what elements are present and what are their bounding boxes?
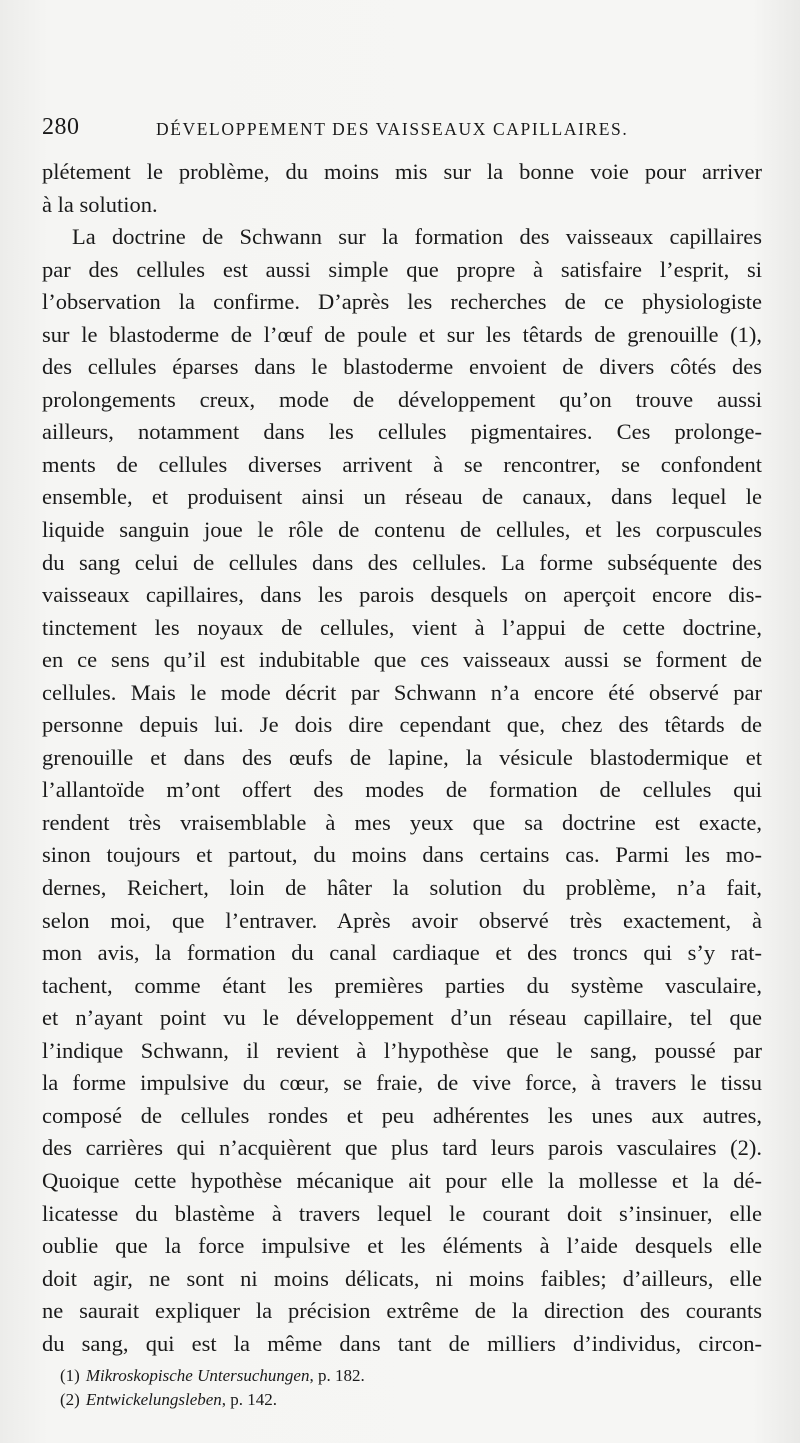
text-line: ments de cellules diverses arrivent à se rencontrer, se confondent <box>42 451 762 477</box>
running-head <box>42 114 762 144</box>
text-line: et n’ayant point vu le développement d’un réseau capillaire, tel que <box>42 1005 762 1031</box>
footnote-ref: (2) <box>60 1390 80 1409</box>
text-line: La doctrine de Schwann sur la formation des vaisseaux capillaires <box>72 224 762 250</box>
text-line: en ce sens qu’il est indubitable que ces vaisseaux aussi se forment de <box>42 647 762 673</box>
text-line: prolongements creux, mode de développement qu’on trouve aussi <box>42 386 762 412</box>
text-line: à la solution. <box>42 191 158 217</box>
text-line: oublie que la force impulsive et les éléments à l’aide desquels elle <box>42 1233 762 1259</box>
text-line: l’allantoïde m’ont offert des modes de formation de cellules qui <box>42 777 762 803</box>
text-line: grenouille et dans des œufs de lapine, la vésicule blastodermique et <box>42 744 762 770</box>
body-text <box>42 156 762 1360</box>
text-line: des carrières qui n’acquièrent que plus tard leurs parois vasculaires (2). <box>42 1135 762 1161</box>
text-line: du sang, qui est la même dans tant de milliers d’individus, circon- <box>42 1330 762 1356</box>
text-line: tinctement les noyaux de cellules, vient à l’appui de cette doctrine, <box>42 614 762 640</box>
footnotes <box>60 1364 760 1412</box>
footnote-page: , p. 182. <box>309 1366 365 1385</box>
running-title: DÉVELOPPEMENT DES VAISSEAUX CAPILLAIRES. <box>156 119 629 139</box>
footnote-page: , p. 142. <box>221 1390 278 1409</box>
text-line: tachent, comme étant les premières parties du système vasculaire, <box>42 972 762 998</box>
text-line: licatesse du blastème à travers lequel le courant doit s’insinuer, elle <box>42 1200 762 1226</box>
page-number: 280 <box>42 114 80 140</box>
text-line: l’indique Schwann, il revient à l’hypothèse que le sang, poussé par <box>42 1037 762 1063</box>
text-line: cellules. Mais le mode décrit par Schwann n’a encore été observé par <box>42 679 762 705</box>
text-line: ailleurs, notamment dans les cellules pigmentaires. Ces prolonge- <box>42 419 762 445</box>
text-line: du sang celui de cellules dans des cellules. La forme subséquente des <box>42 549 762 575</box>
text-line: dernes, Reichert, loin de hâter la solution du problème, n’a fait, <box>42 875 762 901</box>
text-line: des cellules éparses dans le blastoderme envoient de divers côtés des <box>42 354 762 380</box>
text-line: liquide sanguin joue le rôle de contenu de cellules, et les corpuscules <box>42 517 762 543</box>
text-line: sur le blastoderme de l’œuf de poule et sur les têtards de grenouille (1), <box>42 321 762 347</box>
text-line: Quoique cette hypothèse mécanique ait pour elle la mollesse et la dé- <box>42 1167 762 1193</box>
text-line: composé de cellules rondes et peu adhérentes les unes aux autres, <box>42 1102 762 1128</box>
footnote-ref: (1) <box>60 1366 80 1385</box>
text-line: sinon toujours et partout, du moins dans certains cas. Parmi les mo- <box>42 842 762 868</box>
text-line: personne depuis lui. Je dois dire cependant que, chez des têtards de <box>42 712 762 738</box>
footnote-title: Mikroskopische Untersuchungen <box>85 1366 310 1385</box>
text-line: doit agir, ne sont ni moins délicats, ni moins faibles; d’ailleurs, elle <box>42 1265 762 1291</box>
text-line: mon avis, la formation du canal cardiaque et des troncs qui s’y rat- <box>42 940 762 966</box>
text-line: ne saurait expliquer la précision extrême de la direction des courants <box>42 1298 762 1324</box>
text-line: l’observation la confirme. D’après les recherches de ce physiologiste <box>42 289 762 315</box>
text-line: la forme impulsive du cœur, se fraie, de vive force, à travers le tissu <box>42 1070 762 1096</box>
text-line: selon moi, que l’entraver. Après avoir observé très exactement, à <box>42 907 762 933</box>
footnote <box>60 1364 760 1388</box>
text-line: par des cellules est aussi simple que propre à satisfaire l’esprit, si <box>42 256 762 282</box>
footnote-title: Entwickelungsleben <box>85 1390 222 1409</box>
text-line: rendent très vraisemblable à mes yeux que sa doctrine est exacte, <box>42 809 762 835</box>
text-line: vaisseaux capillaires, dans les parois desquels on aperçoit encore dis- <box>42 582 762 608</box>
footnote <box>60 1388 760 1412</box>
text-line: ensemble, et produisent ainsi un réseau de canaux, dans lequel le <box>42 484 762 510</box>
text-line: plétement le problème, du moins mis sur la bonne voie pour arriver <box>42 159 762 184</box>
